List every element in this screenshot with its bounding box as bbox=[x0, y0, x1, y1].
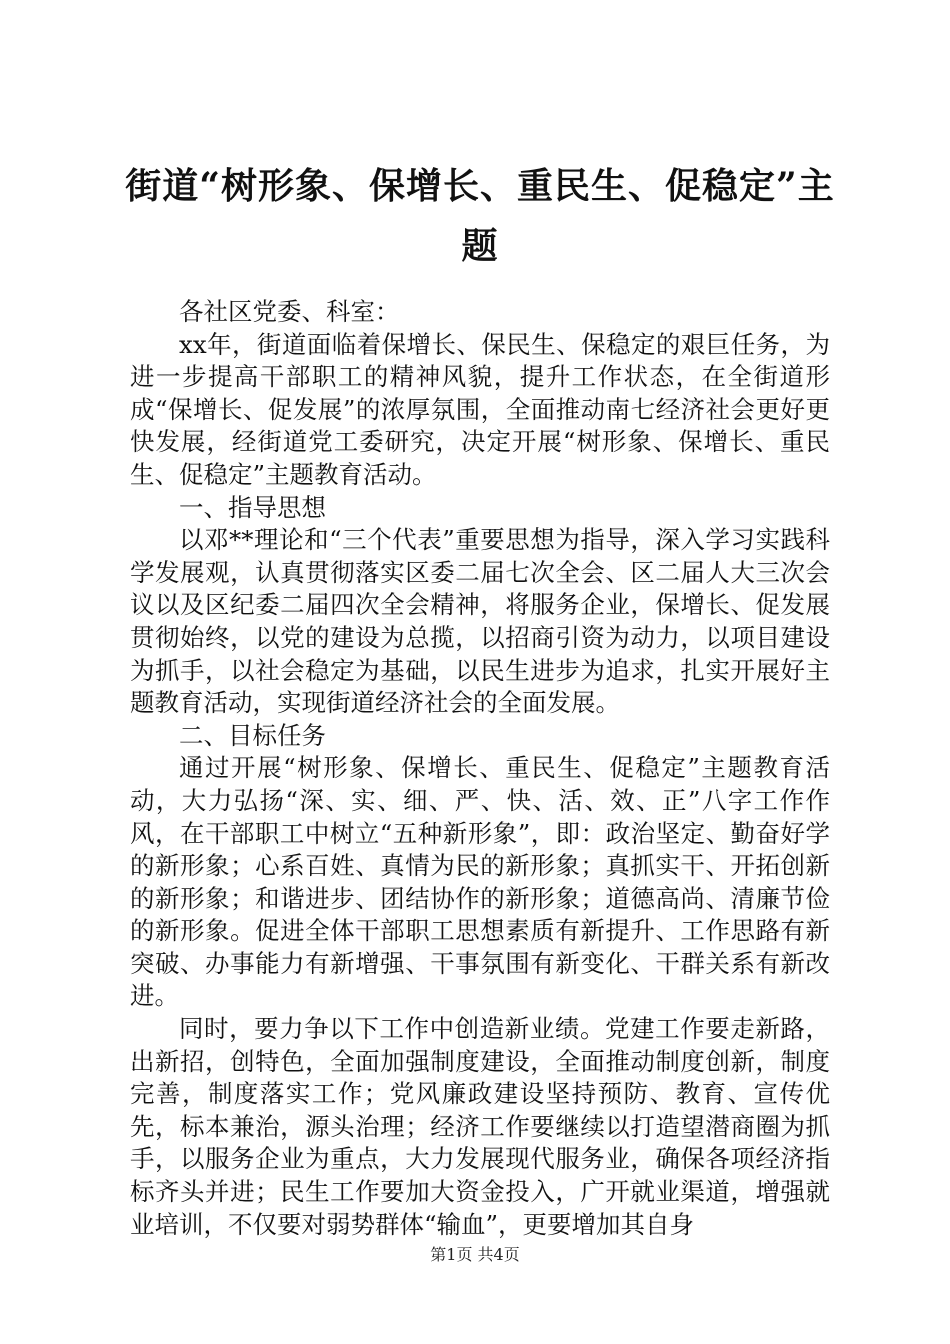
section-heading-goals: 二、目标任务 bbox=[179, 720, 326, 750]
document-title: 街道“树形象、保增长、重民生、促稳定”主题 bbox=[125, 165, 835, 267]
salutation-paragraph: 各社区党委、科室： bbox=[179, 297, 400, 326]
page-number-footer: 第1页 共4页 bbox=[430, 1245, 520, 1264]
guiding-thought-paragraph: 以邓**理论和“三个代表”重要思想为指导，深入学习实践科学发展观，认真贯彻落实区委二届七次全会、区二届人大三次会议以及区纪委二届四次全会精神，将服务企业，保增长、促发展贯彻始终，以党的建设为总揽，以招商引资为动力，以项目建设为抓手，以社会稳定为基础，以民生进步为追求，扎实开展好主题教育活动，实现街道经济社会的全面发展。 bbox=[130, 525, 830, 718]
document-body bbox=[130, 296, 830, 1241]
achievements-paragraph: 同时，要力争以下工作中创造新业绩。党建工作要走新路，出新招，创特色，全面加强制度建设，全面推动制度创新，制度完善，制度落实工作；党风廉政建设坚持预防、教育、宣传优先，标本兼治，源头治理；经济工作要继续以打造望潜商圈为抓手，以服务企业为重点，大力发展现代服务业，确保各项经济指标齐头并进；民生工作要加大资金投入，广开就业渠道，增强就业培训，不仅要对弱势群体“输血”，更要增加其自身 bbox=[130, 1014, 830, 1239]
intro-paragraph: xx年，街道面临着保增长、保民生、保稳定的艰巨任务，为进一步提高干部职工的精神风貌，提升工作状态，在全街道形成“保增长、促发展”的浓厚氛围，全面推动南七经济社会更好更快发展，经街道党工委研究，决定开展“树形象、保增长、重民生、促稳定”主题教育活动。 bbox=[130, 329, 830, 489]
goals-paragraph: 通过开展“树形象、保增长、重民生、促稳定”主题教育活动，大力弘扬“深、实、细、严、快、活、效、正”八字工作作风，在干部职工中树立“五种新形象”，即：政治坚定、勤奋好学的新形象；心系百姓、真情为民的新形象；真抓实干、开拓创新的新形象；和谐进步、团结协作的新形象；道德高尚、清廉节俭的新形象。促进全体干部职工思想素质有新提升、工作思路有新突破、办事能力有新增强、干事氛围有新变化、干群关系有新改进。 bbox=[130, 753, 830, 1011]
section-heading-guiding-thought: 一、指导思想 bbox=[179, 492, 326, 522]
